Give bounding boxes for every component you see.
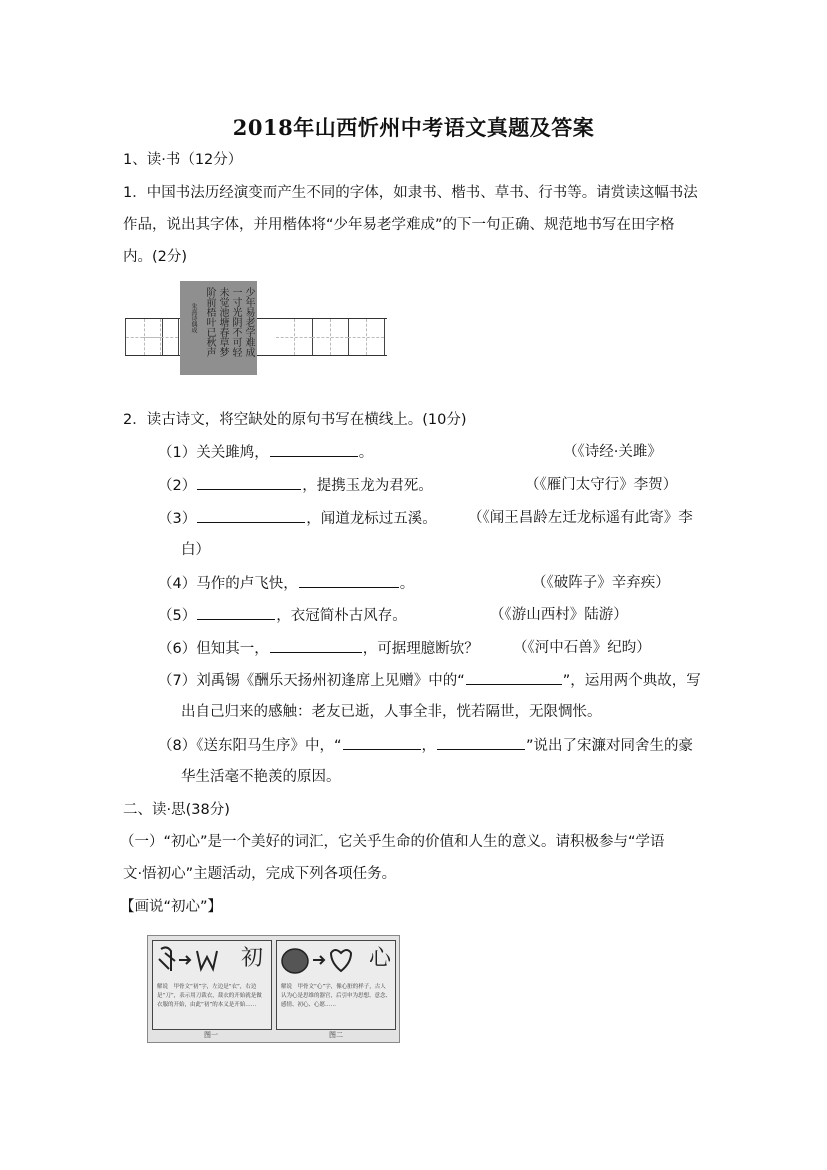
- poem-source-1: （《诗经·关雎》: [563, 444, 662, 460]
- poem-item-7-cont: 出自己归来的感触：老友已逝，人事全非，恍若隔世，无限惆怅。: [181, 704, 602, 720]
- section-2-heading: 二、读·思(38分): [123, 802, 230, 818]
- grid-cell[interactable]: [142, 319, 179, 355]
- poem-item-8-cont: 华生活毫不艳羡的原因。: [181, 769, 341, 785]
- poem-source-3-cont: 白）: [181, 542, 210, 558]
- poem-item-6: （6）但知其一， ，可据理臆断欤？: [158, 638, 479, 659]
- panel-chu: [152, 940, 272, 1030]
- panel-xin: [276, 940, 396, 1030]
- poem-source-2: （《雁门太守行》李贺）: [525, 477, 678, 493]
- section-2-intro-2: 文·悟初心”主题活动，完成下列各项任务。: [123, 866, 397, 882]
- answer-blank[interactable]: [270, 442, 358, 457]
- question-2-intro: 2．读古诗文，将空缺处的原句书写在横线上。(10分): [123, 412, 467, 428]
- caption-figure-1: 图一: [204, 1031, 218, 1039]
- answer-blank[interactable]: [270, 638, 362, 653]
- answer-blank[interactable]: [197, 508, 305, 523]
- glyph-xin: 心: [369, 946, 392, 971]
- answer-blank[interactable]: [197, 475, 301, 490]
- question-1-line-3: 内。(2分): [123, 249, 188, 265]
- poem-item-2: （2） ，提携玉龙为君死。: [158, 475, 433, 496]
- poem-item-1: （1）关关雎鸠， 。: [158, 442, 373, 463]
- chuxin-illustration: [147, 935, 400, 1043]
- poem-item-7: （7）刘禹锡《酬乐天扬州初逢席上见赠》中的“ ”，运用两个典故，写: [158, 670, 701, 691]
- answer-blank[interactable]: [437, 735, 525, 750]
- grid-cell[interactable]: [312, 319, 349, 355]
- grid-cell[interactable]: [276, 319, 313, 355]
- poem-source-3: （《闻王昌龄左迁龙标遥有此寄》李: [468, 510, 693, 526]
- question-1-line-1: 1．中国书法历经演变而产生不同的字体，如隶书、楷书、草书、行书等。请赏读这幅书法: [123, 185, 698, 201]
- answer-blank[interactable]: [466, 670, 562, 685]
- calligraphy-column: 未觉池塘春草梦: [217, 287, 228, 357]
- poem-item-5: （5） ，衣冠简朴古风存。: [158, 605, 407, 626]
- caption-figure-2: 图二: [329, 1031, 343, 1039]
- poem-item-3: （3） ，闻道龙标过五溪。: [158, 508, 437, 529]
- panel-xin-text: 解说 甲骨文“心”字，像心脏的样子，古人认为心是思维的器官，后引申为思想、意念、感情、初心、心愿……: [281, 984, 391, 1008]
- calligraphy-column: 少年易老学难成: [243, 287, 254, 357]
- calligraphy-inscription: 朱熹诗偶成: [190, 303, 197, 333]
- section-1-heading: 1、读·书（12分）: [123, 152, 243, 168]
- poem-item-8: （8）《送东阳马生序》中，“ ， ”说出了宋濂对同舍生的豪: [158, 735, 693, 756]
- panel-chu-text: 解说 甲骨文“初”字，左边是“衣”，右边是“刀”，表示用刀裁衣，裁衣的开始就是做衣服的开始，由此“初”的本义是开始……: [157, 984, 262, 1008]
- answer-blank[interactable]: [343, 735, 421, 750]
- page-title: 2018年山西忻州中考语文真题及答案: [232, 115, 595, 140]
- calligraphy-column: 阶前梧叶已秋声: [204, 287, 215, 357]
- grid-cell[interactable]: [348, 319, 385, 355]
- answer-blank[interactable]: [299, 573, 399, 588]
- sub-heading-chuxin: 【画说“初心”】: [120, 899, 223, 915]
- answer-blank[interactable]: [197, 605, 275, 620]
- question-1-line-2: 作品，说出其字体，并用楷体将“少年易老学难成”的下一句正确、规范地书写在田字格: [123, 217, 675, 233]
- glyph-chu: 初: [241, 946, 264, 971]
- poem-source-4: （《破阵子》辛弃疾）: [532, 575, 670, 591]
- heart-organ-icon: [279, 943, 365, 977]
- oracle-chu-icon: [155, 943, 225, 977]
- poem-source-5: （《游山西村》陆游）: [490, 607, 628, 623]
- section-2-intro-1: （一）“初心”是一个美好的词汇，它关乎生命的价值和人生的意义。请积极参与“学语: [120, 834, 665, 850]
- poem-item-4: （4）马作的卢飞快， 。: [158, 573, 414, 594]
- calligraphy-column: 一寸光阴不可轻: [230, 287, 241, 357]
- poem-source-6: （《河中石兽》纪昀）: [513, 640, 651, 656]
- calligraphy-artwork: [180, 281, 257, 375]
